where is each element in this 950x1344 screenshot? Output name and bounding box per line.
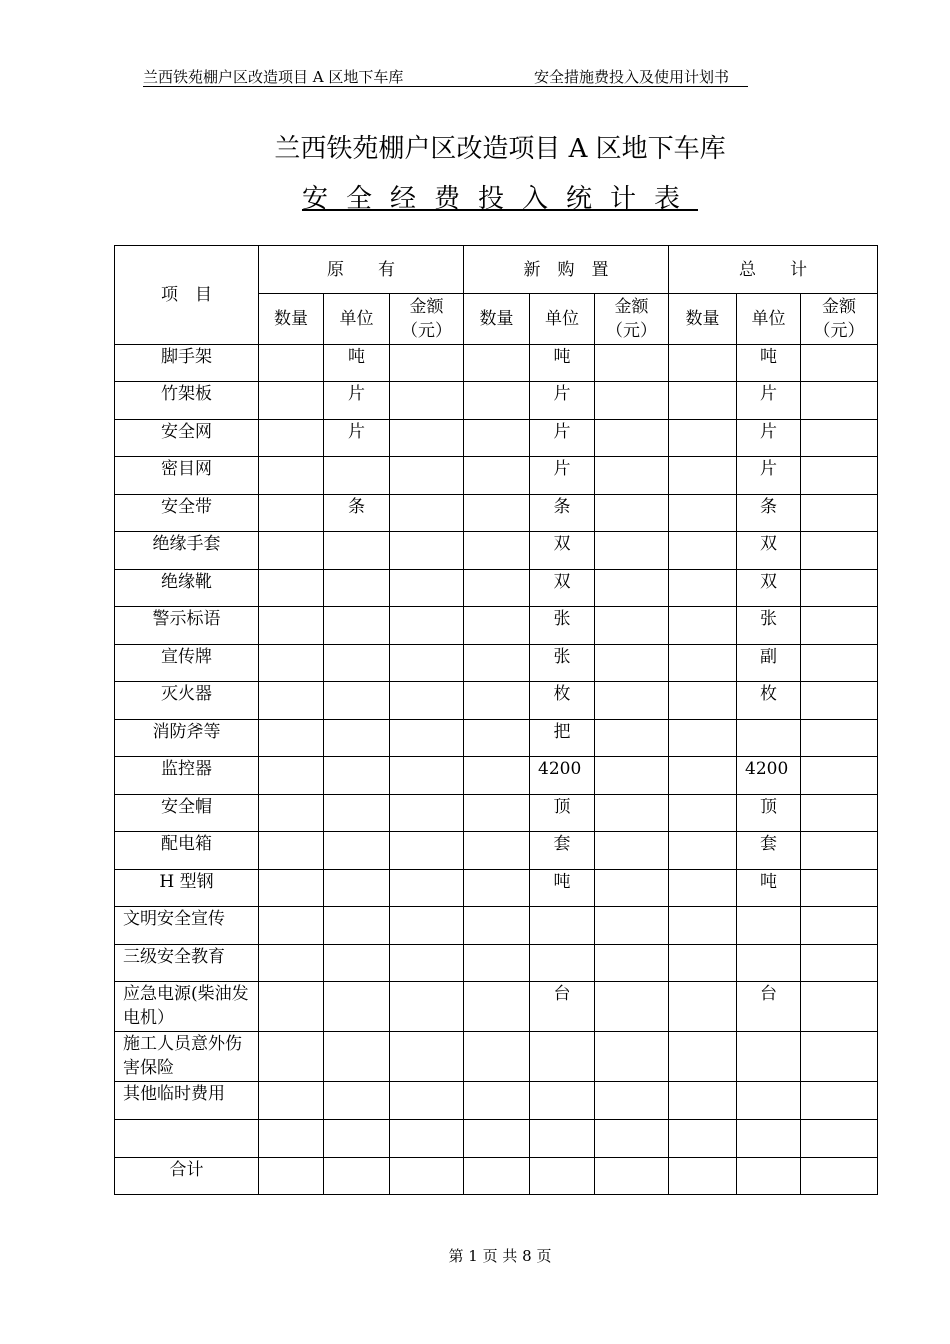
amount-cell [801,870,878,907]
unit-cell: 吨 [737,870,801,907]
qty-cell [669,907,737,945]
unit-cell: 4200 [737,757,801,795]
item-cell: 绝缘靴 [115,570,259,607]
unit-cell [530,1120,595,1158]
unit-cell [324,570,390,607]
qty-cell [669,832,737,870]
table-row [115,757,878,795]
amount-cell [801,570,878,607]
qty-cell [464,495,530,532]
qty-cell [669,682,737,720]
unit-cell [324,1082,390,1120]
qty-cell [669,645,737,682]
unit-cell: 套 [737,832,801,870]
subheader-qty: 数量 [259,294,324,345]
amount-cell [390,1120,464,1158]
unit-cell: 吨 [737,345,801,382]
amount-cell [390,1082,464,1120]
table-row [115,420,878,457]
table-row [115,495,878,532]
amount-cell [390,757,464,795]
amount-cell [595,832,669,870]
amount-cell [390,982,464,1032]
amount-cell [390,682,464,720]
item-cell: 安全帽 [115,795,259,832]
qty-cell [464,420,530,457]
qty-cell [259,1158,324,1195]
table-row [115,682,878,720]
unit-cell [324,532,390,570]
table-row [115,870,878,907]
qty-cell [259,757,324,795]
qty-cell [259,607,324,645]
page-footer: 第 1 页 共 8 页 [448,1247,552,1265]
item-cell: 配电箱 [115,832,259,870]
amount-cell [595,645,669,682]
qty-cell [259,982,324,1032]
qty-cell [669,795,737,832]
unit-cell [324,757,390,795]
unit-cell [324,1158,390,1195]
qty-cell [669,420,737,457]
item-cell: 警示标语 [115,607,259,645]
qty-cell [464,457,530,495]
qty-cell [464,1032,530,1082]
header-item: 项 目 [115,246,259,345]
qty-cell [669,345,737,382]
unit-cell: 片 [737,457,801,495]
unit-cell [530,907,595,945]
unit-cell [324,682,390,720]
table-row [115,457,878,495]
amount-cell [801,1082,878,1120]
amount-cell [595,1032,669,1082]
unit-cell: 片 [737,382,801,420]
amount-cell [390,795,464,832]
qty-cell [669,495,737,532]
unit-cell: 条 [324,495,390,532]
unit-cell [324,457,390,495]
qty-cell [259,570,324,607]
unit-cell: 副 [737,645,801,682]
qty-cell [259,1082,324,1120]
qty-cell [259,907,324,945]
unit-cell: 枚 [737,682,801,720]
amount-cell [801,945,878,982]
unit-cell [324,795,390,832]
table-row [115,345,878,382]
unit-cell [530,945,595,982]
item-cell: H 型钢 [115,870,259,907]
qty-cell [669,1082,737,1120]
amount-cell [595,457,669,495]
unit-cell [737,945,801,982]
unit-cell [737,1120,801,1158]
unit-cell [324,1120,390,1158]
unit-cell: 片 [737,420,801,457]
amount-cell [801,457,878,495]
table-row [115,570,878,607]
qty-cell [464,870,530,907]
subtitle-text: 安全经费投入统计表 [301,184,698,214]
header-group-total: 总 计 [669,246,878,294]
subheader-amount: 金额（元） [801,294,878,345]
qty-cell [259,382,324,420]
unit-cell [737,1082,801,1120]
amount-cell [390,1158,464,1195]
unit-cell: 把 [530,720,595,757]
amount-cell [390,607,464,645]
qty-cell [259,682,324,720]
table-row [115,720,878,757]
qty-cell [669,457,737,495]
qty-cell [259,870,324,907]
amount-cell [801,1158,878,1195]
amount-cell [390,495,464,532]
unit-cell: 双 [530,570,595,607]
amount-cell [595,382,669,420]
page-header-left: 兰西铁苑棚户区改造项目 A 区地下车库 [143,68,404,86]
unit-cell: 套 [530,832,595,870]
subheader-amount: 金额（元） [595,294,669,345]
unit-cell: 台 [530,982,595,1032]
header-group-new: 新 购 置 [464,246,669,294]
item-cell: 灭火器 [115,682,259,720]
amount-cell [595,345,669,382]
amount-cell [595,1158,669,1195]
item-cell: 竹架板 [115,382,259,420]
amount-cell [595,795,669,832]
qty-cell [464,1082,530,1120]
amount-cell [801,607,878,645]
amount-cell [390,345,464,382]
subheader-unit: 单位 [530,294,595,345]
unit-cell: 张 [737,607,801,645]
amount-cell [801,382,878,420]
qty-cell [464,757,530,795]
amount-cell [801,795,878,832]
expense-table [114,245,878,1195]
qty-cell [259,645,324,682]
qty-cell [259,832,324,870]
item-cell: 绝缘手套 [115,532,259,570]
amount-cell [801,495,878,532]
amount-cell [595,420,669,457]
amount-cell [595,607,669,645]
qty-cell [259,532,324,570]
unit-cell: 吨 [530,870,595,907]
qty-cell [259,420,324,457]
item-cell: 安全网 [115,420,259,457]
unit-cell [737,1032,801,1082]
unit-cell: 双 [737,532,801,570]
qty-cell [259,1032,324,1082]
unit-cell: 片 [530,382,595,420]
qty-cell [464,1120,530,1158]
table-row [115,645,878,682]
item-cell: 合计 [115,1158,259,1195]
amount-cell [595,1082,669,1120]
amount-cell [801,832,878,870]
qty-cell [259,945,324,982]
qty-cell [259,795,324,832]
table-row [115,1158,878,1195]
amount-cell [390,570,464,607]
qty-cell [259,1120,324,1158]
qty-cell [669,382,737,420]
unit-cell [324,645,390,682]
qty-cell [464,532,530,570]
amount-cell [390,945,464,982]
amount-cell [801,345,878,382]
amount-cell [801,420,878,457]
table-row [115,982,878,1032]
unit-cell [324,720,390,757]
unit-cell [324,1032,390,1082]
unit-cell: 吨 [530,345,595,382]
table-row [115,382,878,420]
amount-cell [595,945,669,982]
amount-cell [595,1120,669,1158]
unit-cell [530,1082,595,1120]
item-cell [115,1120,259,1158]
amount-cell [595,907,669,945]
unit-cell [324,982,390,1032]
unit-cell: 张 [530,645,595,682]
amount-cell [390,420,464,457]
qty-cell [464,795,530,832]
qty-cell [669,532,737,570]
amount-cell [801,907,878,945]
unit-cell [737,720,801,757]
qty-cell [464,982,530,1032]
amount-cell [595,757,669,795]
unit-cell [530,1032,595,1082]
amount-cell [801,1120,878,1158]
table-row [115,1032,878,1082]
unit-cell [737,1158,801,1195]
unit-cell: 顶 [530,795,595,832]
qty-cell [464,720,530,757]
unit-cell [737,907,801,945]
unit-cell [324,832,390,870]
unit-cell: 片 [530,457,595,495]
amount-cell [390,870,464,907]
qty-cell [669,870,737,907]
qty-cell [464,607,530,645]
qty-cell [259,345,324,382]
qty-cell [669,570,737,607]
unit-cell: 双 [737,570,801,607]
qty-cell [464,570,530,607]
amount-cell [595,682,669,720]
item-cell: 监控器 [115,757,259,795]
amount-cell [595,870,669,907]
amount-cell [595,495,669,532]
subheader-qty: 数量 [669,294,737,345]
amount-cell [390,382,464,420]
item-cell: 应急电源(柴油发电机） [115,982,259,1032]
table-row [115,907,878,945]
subheader-unit: 单位 [324,294,390,345]
unit-cell: 片 [324,382,390,420]
item-cell: 三级安全教育 [115,945,259,982]
amount-cell [390,532,464,570]
table-row [115,832,878,870]
unit-cell [530,1158,595,1195]
qty-cell [464,832,530,870]
amount-cell [801,982,878,1032]
amount-cell [801,645,878,682]
qty-cell [669,607,737,645]
amount-cell [801,720,878,757]
document-title: 兰西铁苑棚户区改造项目 A 区地下车库 [274,134,726,164]
item-cell: 脚手架 [115,345,259,382]
unit-cell: 枚 [530,682,595,720]
table-row [115,532,878,570]
item-cell: 其他临时费用 [115,1082,259,1120]
subheader-unit: 单位 [737,294,801,345]
unit-cell: 吨 [324,345,390,382]
unit-cell [324,907,390,945]
amount-cell [390,832,464,870]
table-row [115,607,878,645]
amount-cell [595,720,669,757]
qty-cell [669,1120,737,1158]
header-rule [143,86,748,87]
amount-cell [390,907,464,945]
qty-cell [464,945,530,982]
unit-cell: 条 [530,495,595,532]
unit-cell: 双 [530,532,595,570]
qty-cell [669,945,737,982]
unit-cell [324,870,390,907]
qty-cell [259,457,324,495]
table-row [115,1120,878,1158]
item-cell: 文明安全宣传 [115,907,259,945]
item-cell: 宣传牌 [115,645,259,682]
amount-cell [801,1032,878,1082]
header-group-existing: 原 有 [259,246,464,294]
amount-cell [390,645,464,682]
qty-cell [259,720,324,757]
page-header-right: 安全措施费投入及使用计划书 [534,68,730,86]
qty-cell [669,1032,737,1082]
amount-cell [595,532,669,570]
subheader-qty: 数量 [464,294,530,345]
qty-cell [669,757,737,795]
amount-cell [390,1032,464,1082]
unit-cell [324,607,390,645]
qty-cell [464,1158,530,1195]
amount-cell [801,682,878,720]
qty-cell [669,982,737,1032]
amount-cell [801,532,878,570]
unit-cell: 顶 [737,795,801,832]
qty-cell [464,682,530,720]
qty-cell [464,345,530,382]
amount-cell [390,720,464,757]
qty-cell [464,382,530,420]
amount-cell [801,757,878,795]
amount-cell [595,570,669,607]
unit-cell: 片 [530,420,595,457]
qty-cell [259,495,324,532]
item-cell: 施工人员意外伤害保险 [115,1032,259,1082]
item-cell: 密目网 [115,457,259,495]
qty-cell [464,645,530,682]
table-row [115,945,878,982]
document-subtitle [0,178,950,215]
amount-cell [390,457,464,495]
amount-cell [595,982,669,1032]
qty-cell [464,907,530,945]
item-cell: 安全带 [115,495,259,532]
unit-cell: 片 [324,420,390,457]
unit-cell: 台 [737,982,801,1032]
subheader-amount: 金额（元） [390,294,464,345]
unit-cell: 条 [737,495,801,532]
unit-cell: 张 [530,607,595,645]
table-row [115,1082,878,1120]
unit-cell [324,945,390,982]
qty-cell [669,1158,737,1195]
item-cell: 消防斧等 [115,720,259,757]
qty-cell [669,720,737,757]
table-row [115,795,878,832]
unit-cell: 4200 [530,757,595,795]
